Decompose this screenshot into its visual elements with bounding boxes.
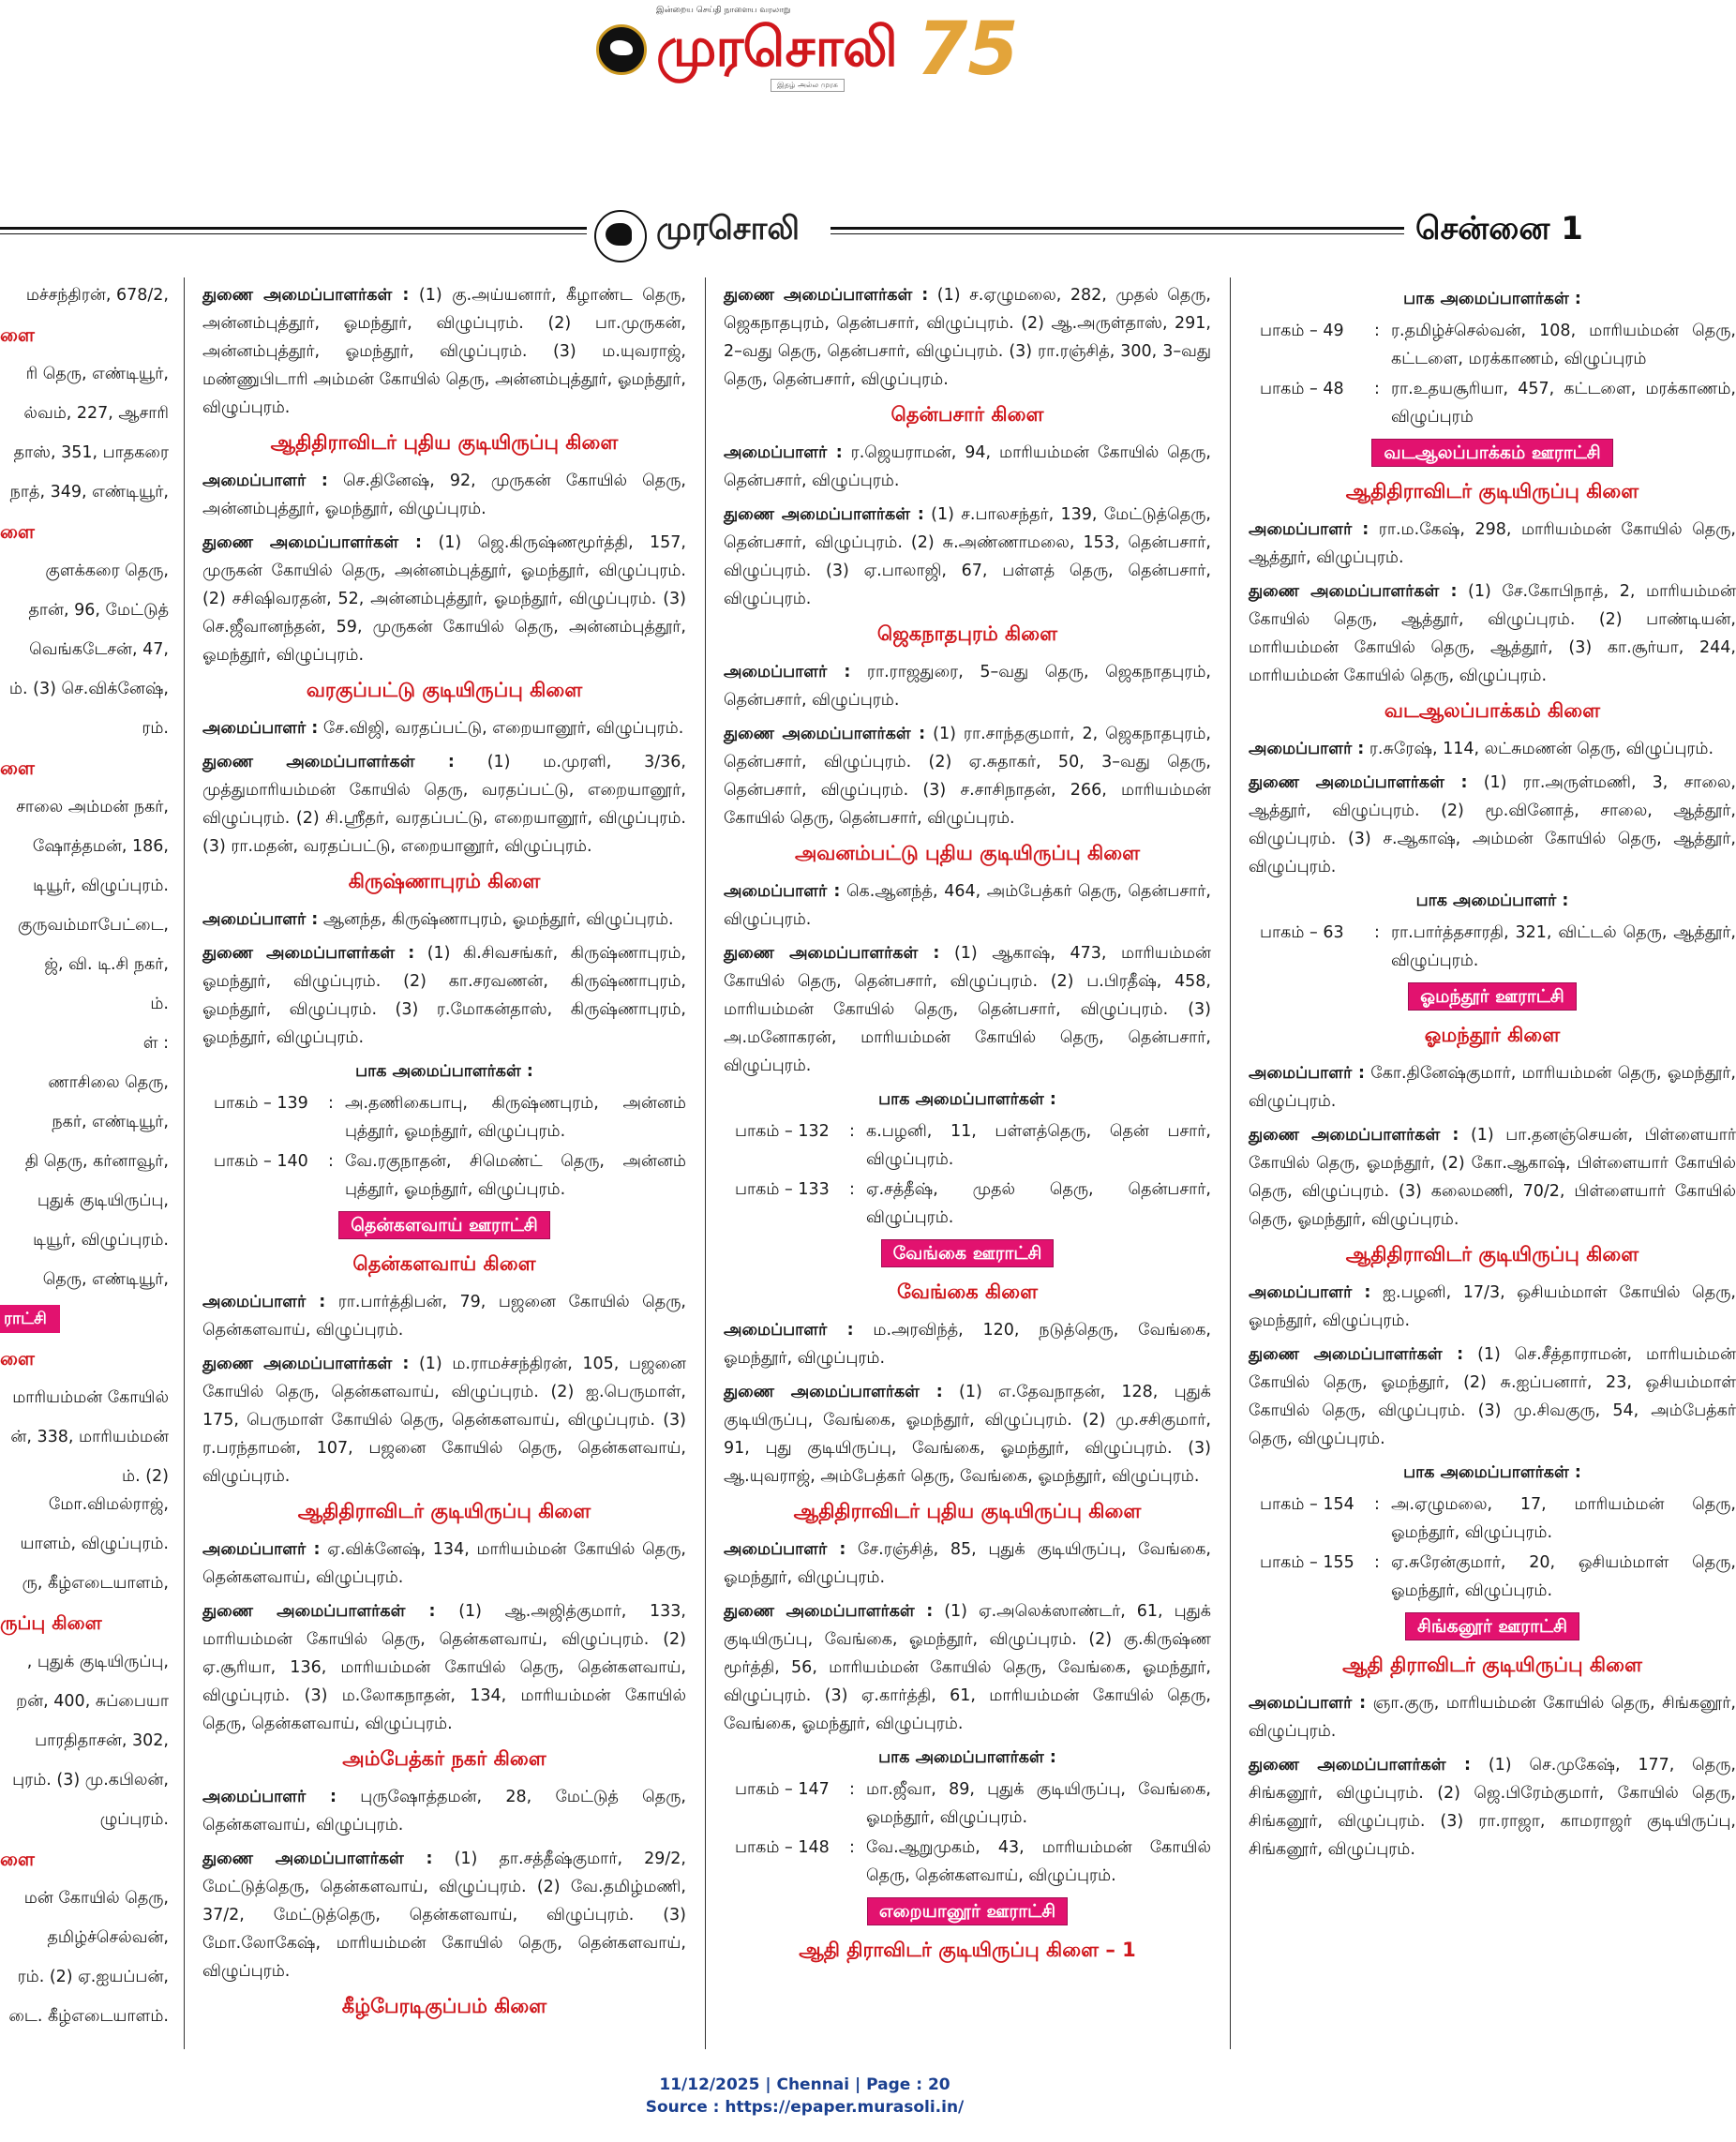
office-bearer-entry <box>1249 1341 1736 1453</box>
entry-text: கெ.ஆனந்த், 464, அம்பேத்கர் தெரு, தென்பசார், விழுப்புரம். <box>724 882 1211 929</box>
branch-heading: தென்களவாய் கிளை <box>352 1252 536 1275</box>
running-head <box>0 204 1609 262</box>
entry-text: புருஷோத்தமன், 28, மேட்டுத் தெரு, தென்களவாய், விழுப்புரம். <box>202 1788 686 1835</box>
office-bearer-entry <box>1249 735 1736 763</box>
column-1-line: ரம். (2) ஏ.ஐயப்பன், <box>17 1968 169 1986</box>
office-bearer-entry <box>1249 769 1736 881</box>
role-label: துணை அமைப்பாளர்கள் : <box>724 944 940 963</box>
column-1-line: ஷோத்தமன், 186, <box>32 837 169 856</box>
column-4 <box>1249 281 1736 2048</box>
branch-heading: வரகுப்பட்டு குடியிருப்பு கிளை <box>306 679 583 701</box>
branch-heading: ஆதி திராவிடர் குடியிருப்பு கிளை – 1 <box>799 1939 1136 1961</box>
role-label: துணை அமைப்பாளர்கள் : <box>202 533 423 552</box>
booth-text: ரா.பார்த்தசாரதி, 321, விட்டல் தெரு, ஆத்தூர், விழுப்புரம். <box>1391 923 1736 970</box>
masthead-logo: முரசொலி <box>656 15 897 79</box>
office-bearer-entry <box>202 1350 686 1490</box>
office-bearer-entry <box>724 1597 1211 1738</box>
role-label: அமைப்பாளர் : <box>724 882 841 901</box>
branch-heading: ஓமந்தூர் கிளை <box>1424 1024 1561 1046</box>
entry-text: ஐ.பழனி, 17/3, ஒசியம்மாள் கோயில் தெரு, ஓமந்தூர், விழுப்புரம். <box>1249 1283 1736 1330</box>
column-1-fragment <box>0 281 174 2048</box>
entry-text: (1) செ.சீத்தாராமன், மாரியம்மன் கோயில் தெரு, ஓமந்தூர், (2) சு.ஐப்பனார், 23, ஒசியம்மாள் கோயில் தெரு, விழுப்புரம். (3) மு.சிவகுரு, 54, அம்பேத்கர் தெரு, விழுப்புரம். <box>1249 1345 1736 1448</box>
booth-text: ஏ.சுரேன்குமார், 20, ஒசியம்மாள் தெரு, ஓமந்தூர், விழுப்புரம். <box>1391 1553 1736 1600</box>
entry-text: ரா.ராஜதுரை, 5–வது தெரு, ஜெகநாதபுரம், தென்பசார், விழுப்புரம். <box>724 663 1211 710</box>
column-divider <box>705 277 706 2049</box>
entry-text: (1) எ.தேவநாதன், 128, புதுக் குடியிருப்பு, வேங்கை, ஓமந்தூர், விழுப்புரம். (2) மு.சசிகுமார், 91, புது குடியிருப்பு, வேங்கை, ஓமந்தூர், விழுப்புரம். (3) ஆ.யுவராஜ், அம்பேத்கர் தெரு, வேங்கை, ஓமந்தூர், விழுப்புரம். <box>724 1383 1211 1486</box>
entry-text: (1) ஏ.அலெக்ஸாண்டர், 61, புதுக் குடியிருப்பு, வேங்கை, ஓமந்தூர், விழுப்புரம். (2) கு.கிருஷ்ண மூர்த்தி, 56, மாரியம்மன் கோயில் தெரு, வேங்கை, ஓமந்தூர், விழுப்புரம். (3) ஏ.கார்த்தி, 61, மாரியம்மன் கோயில் தெரு, வேங்கை, ஓமந்தூர், விழுப்புரம். <box>724 1602 1211 1733</box>
office-bearer-entry <box>1249 1689 1736 1745</box>
column-1-line: டியூர், விழுப்புரம். <box>33 1231 169 1250</box>
column-1-line: குருவம்மாபேட்டை, <box>17 916 169 935</box>
branch-heading: ஜெகநாதபுரம் கிளை <box>876 622 1058 645</box>
office-bearer-entry <box>1249 577 1736 690</box>
office-bearer-entry <box>724 439 1211 495</box>
booth-heading: பாக அமைப்பாளர்கள் : <box>878 1090 1056 1109</box>
branch-heading: ஆதிதிராவிடர் குடியிருப்பு கிளை <box>297 1500 591 1522</box>
entry-text: (1) ச.ஏழுமலை, 282, முதல் தெரு, ஜெகநாதபுரம், தென்பசார், விழுப்புரம். (2) ஆ.அருள்தாஸ், 291, 2–வது தெரு, தென்பசார், விழுப்புரம். (3) ரா.ரஞ்சித், 300, 3–வது தெரு, தென்பசார், விழுப்புரம். <box>724 286 1211 389</box>
office-bearer-entry <box>724 1378 1211 1490</box>
booth-text: வே.ஆறுமுகம், 43, மாரியம்மன் கோயில் தெரு, தென்களவாய், விழுப்புரம். <box>866 1838 1211 1885</box>
role-label: அமைப்பாளர் : <box>1249 1283 1371 1302</box>
booth-text: ரா.உதயசூரியா, 457, கட்டளை, மரக்காணம், விழுப்புரம் <box>1391 380 1736 427</box>
entry-text: (1) ரா.சாந்தகுமார், 2, ஜெகநாதபுரம், தென்பசார், விழுப்புரம். (2) ஏ.சுதாகர், 50, 3–வது தெரு, தென்பசார், விழுப்புரம். (3) ச.சாசிநாதன், 266, மாரியம்மன் கோயில் தெரு, தென்பசார், விழுப்புரம். <box>724 725 1211 828</box>
column-1-line: நகர், எண்டியூர், <box>52 1113 169 1131</box>
role-label: அமைப்பாளர் : <box>202 1788 337 1806</box>
column-1-line: தெரு, எண்டியூர், <box>42 1270 169 1289</box>
column-1-line: வெங்கடேசன், 47, <box>29 640 169 659</box>
branch-heading: ஆதி திராவிடர் குடியிருப்பு கிளை <box>1342 1654 1642 1676</box>
role-label: துணை அமைப்பாளர்கள் : <box>202 286 410 305</box>
column-1-line: ராட்சி <box>0 1305 60 1333</box>
column-1-line: ஜ், வி. டி.சி நகர், <box>44 955 169 974</box>
footer-date-page: 11/12/2025 | Chennai | Page : 20 <box>659 2075 950 2094</box>
booth-heading: பாக அமைப்பாளர்கள் : <box>1403 290 1581 308</box>
role-label: துணை அமைப்பாளர்கள் : <box>202 944 415 963</box>
office-bearer-entry <box>202 1288 686 1344</box>
role-label: அமைப்பாளர் : <box>724 663 851 682</box>
office-bearer-entry <box>1249 1059 1736 1116</box>
column-1-line: , புதுக் குடியிருப்பு, <box>26 1653 169 1671</box>
role-label: அமைப்பாளர் : <box>202 719 319 738</box>
office-bearer-entry <box>202 906 686 934</box>
column-1-line: புதுக் குடியிருப்பு, <box>37 1191 169 1210</box>
booth-entry: பாகம் – 139 : அ.தணிகைபாபு, கிருஷ்ணபுரம், அன்னம் புத்தூர், ஓமந்தூர், விழுப்புரம். <box>202 1089 686 1146</box>
booth-text: ர.தமிழ்ச்செல்வன், 108, மாரியம்மன் தெரு, கட்டளை, மரக்காணம், விழுப்புரம் <box>1391 322 1736 368</box>
entry-text: (1) கி.சிவசங்கர், கிருஷ்ணாபுரம், ஓமந்தூர், விழுப்புரம். (2) கா.சரவணன், கிருஷ்ணாபுரம், ஓமந்தூர், விழுப்புரம். (3) ர.மோகன்தாஸ், கிருஷ்ணாபுரம், ஓமந்தூர், விழுப்புரம். <box>202 944 686 1047</box>
booth-text: க.பழனி, 11, பள்ளத்தெரு, தென் பசார், விழுப்புரம். <box>866 1122 1211 1169</box>
branch-heading: ஆதிதிராவிடர் குடியிருப்பு கிளை <box>1345 480 1639 502</box>
branch-heading: அவனம்பட்டு புதிய குடியிருப்பு கிளை <box>794 842 1141 864</box>
office-bearer-entry <box>724 1535 1211 1592</box>
office-bearer-entry <box>1249 1751 1736 1864</box>
panchayat-heading: எறையானூர் ஊராட்சி <box>724 1895 1211 1927</box>
booth-heading: பாக அமைப்பாளர் : <box>1415 891 1569 910</box>
booth-number: பாகம் – 148 <box>735 1838 830 1857</box>
role-label: துணை அமைப்பாளர்கள் : <box>1249 773 1468 792</box>
role-label: துணை அமைப்பாளர்கள் : <box>724 725 926 743</box>
column-1-line: ம். (2) மோ.விமல்ராஜ், <box>48 1467 169 1514</box>
column-1-line: மச்சந்திரன், 678/2, <box>25 286 169 305</box>
column-1-line: யாளம், விழுப்புரம். <box>20 1535 169 1553</box>
entry-text: (1) ஆகாஷ், 473, மாரியம்மன் கோயில் தெரு, தென்பசார், விழுப்புரம். (2) ப.பிரதீஷ், 458, மாரியம்மன் கோயில் தெரு, தென்பசார், விழுப்புரம். (3) அ.மனோகரன், மாரியம்மன் கோயில் தெரு, தென்பசார், விழுப்புரம். <box>724 944 1211 1075</box>
branch-heading: கிருஷ்ணாபுரம் கிளை <box>348 870 541 892</box>
booth-text: வே.ரகுநாதன், சிமெண்ட் தெரு, அன்னம் புத்தூர், ஓமந்தூர், விழுப்புரம். <box>345 1152 686 1199</box>
entry-text: ஆனந்த, கிருஷ்ணாபுரம், ஓமந்தூர், விழுப்புரம். <box>322 910 674 929</box>
booth-number: பாகம் – 147 <box>735 1780 830 1799</box>
booth-heading: பாக அமைப்பாளர்கள் : <box>878 1748 1056 1767</box>
panchayat-heading: ஓமந்தூர் ஊராட்சி <box>1249 981 1736 1012</box>
booth-entry: பாகம் – 49 : ர.தமிழ்ச்செல்வன், 108, மாரியம்மன் தெரு, கட்டளை, மரக்காணம், விழுப்புரம் <box>1249 317 1736 373</box>
office-bearer-entry <box>724 501 1211 613</box>
entry-text: (1) ம.முரளி, 3/36, முத்துமாரியம்மன் கோயில் தெரு, வரதப்பட்டு, எறையானூர், விழுப்புரம். (2) சி.ஸ்ரீதர், வரதப்பட்டு, எறையானூர், விழுப்புரம். (3) ரா.மதன், வரதப்பட்டு, எறையானூர், விழுப்புரம். <box>202 753 686 856</box>
role-label: துணை அமைப்பாளர்கள் : <box>202 753 455 771</box>
entry-text: (1) ரா.அருள்மணி, 3, சாலை, ஆத்தூர், விழுப்புரம். (2) மூ.வினோத், சாலை, ஆத்தூர், விழுப்புரம். (3) ச.ஆகாஷ், அம்மன் கோயில் தெரு, ஆத்தூர், விழுப்புரம். <box>1249 773 1736 876</box>
entry-text: கோ.தினேஷ்குமார், மாரியம்மன் தெரு, ஓமந்தூர், விழுப்புரம். <box>1249 1064 1736 1111</box>
role-label: அமைப்பாளர் : <box>202 1293 326 1311</box>
column-1-line: ரு, கீழ்எடையாளம், <box>22 1574 169 1593</box>
booth-entry: பாகம் – 147 : மா.ஜீவா, 89, புதுக் குடியிருப்பு, வேங்கை, ஓமந்தூர், விழுப்புரம். <box>724 1775 1211 1832</box>
party-seal-logo <box>596 24 647 75</box>
role-label: துணை அமைப்பாளர்கள் : <box>1249 1126 1459 1145</box>
office-bearer-entry <box>1249 1121 1736 1234</box>
entry-text: ரா.பார்த்திபன், 79, பஜனை கோயில் தெரு, தென்களவாய், விழுப்புரம். <box>202 1293 686 1340</box>
column-1-line: ரி தெரு, எண்டியூர், <box>25 365 169 383</box>
office-bearer-entry <box>202 529 686 669</box>
column-divider <box>1230 277 1231 2049</box>
column-1-line: குளக்கரை தெரு, <box>45 562 169 580</box>
office-bearer-entry <box>202 939 686 1052</box>
office-bearer-entry <box>1249 1279 1736 1335</box>
booth-number: பாகம் – 132 <box>735 1122 830 1141</box>
column-2 <box>202 281 686 2048</box>
booth-number: பாகம் – 139 <box>214 1094 308 1113</box>
booth-heading: பாக அமைப்பாளர்கள் : <box>355 1062 533 1081</box>
role-label: அமைப்பாளர் : <box>724 443 843 462</box>
column-1-line: மாரியம்மன் கோயில் <box>12 1388 169 1407</box>
entry-text: (1) ஜெ.கிருஷ்ணமூர்த்தி, 157, முருகன் கோயில் தெரு, அன்னம்புத்தூர், ஓமந்தூர், விழுப்புரம். (2) சசிஷிவரதன், 52, அன்னம்புத்தூர், ஓமந்தூர், விழுப்புரம். (3) செ.ஜீவானந்தன், 59, முருகன் கோயில் தெரு, அன்னம்புத்தூர், ஓமந்தூர், விழுப்புரம். <box>202 533 686 665</box>
column-1-line: ன், 338, மாரியம்மன் <box>10 1428 169 1446</box>
booth-text: அ.ஏழுமலை, 17, மாரியம்மன் தெரு, ஓமந்தூர், விழுப்புரம். <box>1391 1495 1736 1542</box>
booth-entry: பாகம் – 154 : அ.ஏழுமலை, 17, மாரியம்மன் தெரு, ஓமந்தூர், விழுப்புரம். <box>1249 1490 1736 1547</box>
column-1-line: ளை <box>0 1347 35 1370</box>
booth-text: அ.தணிகைபாபு, கிருஷ்ணபுரம், அன்னம் புத்தூர், ஓமந்தூர், விழுப்புரம். <box>345 1094 686 1141</box>
role-label: துணை அமைப்பாளர்கள் : <box>724 505 924 524</box>
column-1-line: புரம். (3) மு.கபிலன், <box>12 1771 169 1790</box>
entry-text: (1) பா.தனஞ்செயன், பிள்ளையார் கோயில் தெரு, ஓமந்தூர், (2) கோ.ஆகாஷ், பிள்ளையார் கோயில் தெரு, விழுப்புரம். (3) கலைமணி, 70/2, பிள்ளையார் கோயில் தெரு, ஓமந்தூர், விழுப்புரம். <box>1249 1126 1736 1229</box>
column-1-line: ரம். <box>142 719 169 738</box>
role-label: அமைப்பாளர் : <box>724 1321 854 1340</box>
panchayat-heading: தென்களவாய் ஊராட்சி <box>202 1209 686 1241</box>
role-label: அமைப்பாளர் : <box>1249 520 1369 539</box>
role-label: அமைப்பாளர் : <box>1249 1064 1366 1083</box>
branch-heading: அம்பேத்கர் நகர் கிளை <box>342 1747 546 1770</box>
column-1-line: ழுப்புரம். <box>99 1810 169 1829</box>
column-1-line: தான், 96, மேட்டுத் <box>28 601 169 620</box>
column-1-line: ள் : <box>142 1034 169 1053</box>
booth-entry: பாகம் – 48 : ரா.உதயசூரியா, 457, கட்டளை, மரக்காணம், விழுப்புரம் <box>1249 375 1736 431</box>
running-head-place-date: சென்னை 1 <box>1415 210 1583 247</box>
entry-text: ஞா.குரு, மாரியம்மன் கோயில் தெரு, சிங்கனூர், விழுப்புரம். <box>1249 1694 1736 1741</box>
entry-text: (1) சே.கோபிநாத், 2, மாரியம்மன் கோயில் தெரு, ஆத்தூர், விழுப்புரம். (2) பாண்டியன், மாரியம்மன் கோயில் தெரு, ஆத்தூர், (3) கா.சூர்யா, 244, மாரியம்மன் கோயில் தெரு, விழுப்புரம். <box>1249 582 1736 685</box>
booth-number: பாகம் – 49 <box>1260 322 1344 340</box>
booth-entry: பாகம் – 148 : வே.ஆறுமுகம், 43, மாரியம்மன் கோயில் தெரு, தென்களவாய், விழுப்புரம். <box>724 1834 1211 1890</box>
column-1-line: தாஸ், 351, பாதகரை <box>13 443 169 462</box>
running-head-title: முரசொலி <box>656 210 800 247</box>
office-bearer-entry <box>724 877 1211 934</box>
column-1-line: தி தெரு, கர்னாவூர், <box>24 1152 169 1171</box>
column-1-line: ளை <box>0 520 35 543</box>
role-label: அமைப்பாளர் : <box>1249 740 1365 758</box>
panchayat-heading: வேங்கை ஊராட்சி <box>724 1237 1211 1269</box>
office-bearer-entry <box>202 714 686 742</box>
booth-entry: பாகம் – 63 : ரா.பார்த்தசாரதி, 321, விட்டல் தெரு, ஆத்தூர், விழுப்புரம். <box>1249 919 1736 975</box>
entry-text: (1) கு.அய்யனார், கீழாண்ட தெரு, அன்னம்புத்தூர், ஓமந்தூர், விழுப்புரம். (2) பா.முருகன், அன்னம்புத்தூர், ஓமந்தூர், விழுப்புரம். (3) ம.யுவராஜ், மண்ணுபிடாரி அம்மன் கோயில் தெரு, அன்னம்புத்தூர், ஓமந்தூர், விழுப்புரம். <box>202 286 686 417</box>
booth-entry: பாகம் – 155 : ஏ.சுரேன்குமார், 20, ஒசியம்மாள் தெரு, ஓமந்தூர், விழுப்புரம். <box>1249 1549 1736 1605</box>
entry-text: ரா.ம.கேஷ், 298, மாரியம்மன் கோயில் தெரு, ஆத்தூர், விழுப்புரம். <box>1249 520 1736 567</box>
role-label: துணை அமைப்பாளர்கள் : <box>1249 582 1458 601</box>
column-divider <box>184 277 185 2049</box>
branch-heading: ஆதிதிராவிடர் குடியிருப்பு கிளை <box>1345 1243 1639 1266</box>
role-label: அமைப்பாளர் : <box>202 472 328 490</box>
role-label: துணை அமைப்பாளர்கள் : <box>202 1602 436 1621</box>
role-label: அமைப்பாளர் : <box>724 1540 846 1559</box>
office-bearer-entry <box>202 1783 686 1839</box>
role-label: துணை அமைப்பாளர்கள் : <box>202 1355 410 1373</box>
column-1-line: ருப்பு கிளை <box>0 1611 102 1634</box>
branch-heading: வடஆலப்பாக்கம் கிளை <box>1384 699 1601 722</box>
role-label: அமைப்பாளர் : <box>202 1540 321 1559</box>
column-1-line: ளை <box>0 1848 35 1870</box>
column-1-line: ல்வம், 227, ஆசாரி <box>23 404 169 423</box>
booth-text: மா.ஜீவா, 89, புதுக் குடியிருப்பு, வேங்கை, ஓமந்தூர், விழுப்புரம். <box>866 1780 1211 1827</box>
entry-text: சே.விஜி, வரதப்பட்டு, எறையானூர், விழுப்புரம். <box>322 719 684 738</box>
office-bearer-entry <box>724 720 1211 832</box>
column-1-line: ளை <box>0 323 35 346</box>
entry-text: ஏ.விக்னேஷ், 134, மாரியம்மன் கோயில் தெரு, தென்களவாய், விழுப்புரம். <box>202 1540 686 1587</box>
column-1-line: ளை <box>0 756 35 779</box>
booth-number: பாகம் – 140 <box>214 1152 308 1171</box>
panchayat-heading: வடஆலப்பாக்கம் ஊராட்சி <box>1249 437 1736 469</box>
booth-number: பாகம் – 155 <box>1260 1553 1354 1572</box>
column-1-line: பாரதிதாசன், 302, <box>35 1731 169 1750</box>
role-label: துணை அமைப்பாளர்கள் : <box>724 1383 943 1401</box>
column-1-line: சாலை அம்மன் நகர், <box>16 798 169 816</box>
column-1-line: ணாசிலை தெரு, <box>48 1073 169 1092</box>
entry-text: ர.சுரேஷ், 114, லட்சுமணன் தெரு, விழுப்புரம். <box>1369 740 1714 758</box>
booth-heading: பாக அமைப்பாளர்கள் : <box>1403 1463 1581 1482</box>
column-1-line: தமிழ்ச்செல்வன், <box>47 1928 169 1947</box>
office-bearer-entry <box>202 467 686 523</box>
column-1-line: றன், 400, சுப்பையா <box>16 1692 169 1711</box>
office-bearer-entry <box>202 748 686 861</box>
entry-text: (1) ம.ராமச்சந்திரன், 105, பஜனை கோயில் தெரு, தென்களவாய், விழுப்புரம். (2) ஐ.பெருமாள், 175, பெருமாள் கோயில் தெரு, தென்களவாய், விழுப்புரம். (3) ர.பரந்தாமன், 107, பஜனை கோயில் தெரு, தென்களவாய், விழுப்புரம். <box>202 1355 686 1486</box>
column-1-line: நாத், 349, எண்டியூர், <box>9 483 169 502</box>
role-label: துணை அமைப்பாளர்கள் : <box>202 1850 433 1868</box>
entry-text: (1) செ.முகேஷ், 177, தெரு, சிங்கனூர், விழுப்புரம். (2) ஜெ.பிரேம்குமார், கோயில் தெரு, சிங்கனூர், விழுப்புரம். (3) ரா.ராஜா, காமராஜர் குடியிருப்பு, சிங்கனூர், விழுப்புரம். <box>1249 1756 1736 1859</box>
branch-heading: தென்பசார் கிளை <box>890 403 1044 426</box>
role-label: துணை அமைப்பாளர்கள் : <box>724 1602 934 1621</box>
branch-heading: வேங்கை கிளை <box>896 1281 1039 1303</box>
booth-number: பாகம் – 133 <box>735 1180 830 1199</box>
booth-entry: பாகம் – 132 : க.பழனி, 11, பள்ளத்தெரு, தென் பசார், விழுப்புரம். <box>724 1117 1211 1174</box>
entry-text: ர.ஜெயராமன், 94, மாரியம்மன் கோயில் தெரு, தென்பசார், விழுப்புரம். <box>724 443 1211 490</box>
office-bearer-entry <box>724 1316 1211 1372</box>
booth-entry: பாகம் – 133 : ஏ.சத்தீஷ், முதல் தெரு, தென்பசார், விழுப்புரம். <box>724 1176 1211 1232</box>
page-footer <box>0 2074 1609 2119</box>
booth-entry: பாகம் – 140 : வே.ரகுநாதன், சிமெண்ட் தெரு, அன்னம் புத்தூர், ஓமந்தூர், விழுப்புரம். <box>202 1147 686 1204</box>
column-1-line: மன் கோயில் தெரு, <box>23 1889 169 1908</box>
masthead-tagline: இன்றைய செய்தி நாளைய வரலாறு <box>656 6 791 15</box>
role-label: அமைப்பாளர் : <box>202 910 319 929</box>
role-label: துணை அமைப்பாளர்கள் : <box>724 286 929 305</box>
masthead <box>0 0 1609 103</box>
office-bearer-entry <box>724 939 1211 1080</box>
column-1-line: டியூர், விழுப்புரம். <box>33 876 169 895</box>
office-bearer-entry <box>202 1535 686 1592</box>
column-1-line: ம். (3) செ.விக்னேஷ், <box>8 680 169 698</box>
booth-number: பாகம் – 154 <box>1260 1495 1354 1514</box>
branch-heading: ஆதிதிராவிடர் புதிய குடியிருப்பு கிளை <box>793 1500 1142 1522</box>
role-label: அமைப்பாளர் : <box>1249 1694 1367 1713</box>
role-label: துணை அமைப்பாளர்கள் : <box>1249 1756 1471 1775</box>
masthead-subtitle: இதழ் அல்ல முரசு <box>771 79 845 92</box>
running-head-seal-icon <box>594 210 647 262</box>
entry-text: செ.தினேஷ், 92, முருகன் கோயில் தெரு, அன்னம்புத்தூர், ஓமந்தூர், விழுப்புரம். <box>202 472 686 518</box>
entry-text: (1) ச.பாலசந்தர், 139, மேட்டுத்தெரு, தென்பசார், விழுப்புரம். (2) சு.அண்ணாமலை, 153, தென்பசார், விழுப்புரம். (3) ஏ.பாலாஜி, 67, பள்ளத் தெரு, தென்பசார், விழுப்புரம். <box>724 505 1211 608</box>
office-bearer-entry <box>202 281 686 422</box>
branch-heading: ஆதிதிராவிடர் புதிய குடியிருப்பு கிளை <box>270 431 619 454</box>
entry-text: ம.அரவிந்த், 120, நடுத்தெரு, வேங்கை, ஓமந்தூர், விழுப்புரம். <box>724 1321 1211 1368</box>
entry-text: (1) தா.சத்தீஷ்குமார், 29/2, மேட்டுத்தெரு, தென்களவாய், விழுப்புரம். (2) வே.தமிழ்மணி, 37/2, மேட்டுத்தெரு, தென்களவாய், விழுப்புரம். (3) மோ.லோகேஷ், மாரியம்மன் கோயில் தெரு, தென்களவாய், விழுப்புரம். <box>202 1850 686 1981</box>
panchayat-heading: சிங்கனூர் ஊராட்சி <box>1249 1610 1736 1642</box>
role-label: துணை அமைப்பாளர்கள் : <box>1249 1345 1464 1364</box>
office-bearer-entry <box>724 281 1211 394</box>
booth-text: ஏ.சத்தீஷ், முதல் தெரு, தென்பசார், விழுப்புரம். <box>866 1180 1211 1227</box>
office-bearer-entry <box>1249 516 1736 572</box>
office-bearer-entry <box>202 1597 686 1738</box>
entry-text: (1) ஆ.அஜித்குமார், 133, மாரியம்மன் கோயில் தெரு, தென்களவாய், விழுப்புரம். (2) ஏ.சூரியா, 136, மாரியம்மன் கோயில் தெரு, தென்களவாய், விழுப்புரம். (3) ம.லோகநாதன், 134, மாரியம்மன் கோயில் தெரு, தென்களவாய், விழுப்புரம். <box>202 1602 686 1733</box>
office-bearer-entry <box>724 658 1211 714</box>
column-3 <box>724 281 1211 2048</box>
booth-number: பாகம் – 48 <box>1260 380 1344 398</box>
branch-heading: கீழ்பேரடிகுப்பம் கிளை <box>341 1995 547 2017</box>
anniversary-emblem: 75 <box>917 7 1019 92</box>
column-1-line: ம். <box>150 995 169 1013</box>
column-1-line: டை. கீழ்எடையாளம். <box>8 2007 169 2026</box>
office-bearer-entry <box>202 1845 686 1985</box>
footer-source-link[interactable]: Source : https://epaper.murasoli.in/ <box>645 2098 965 2117</box>
entry-text: சே.ரஞ்சித், 85, புதுக் குடியிருப்பு, வேங்கை, ஓமந்தூர், விழுப்புரம். <box>724 1540 1211 1587</box>
booth-number: பாகம் – 63 <box>1260 923 1344 942</box>
